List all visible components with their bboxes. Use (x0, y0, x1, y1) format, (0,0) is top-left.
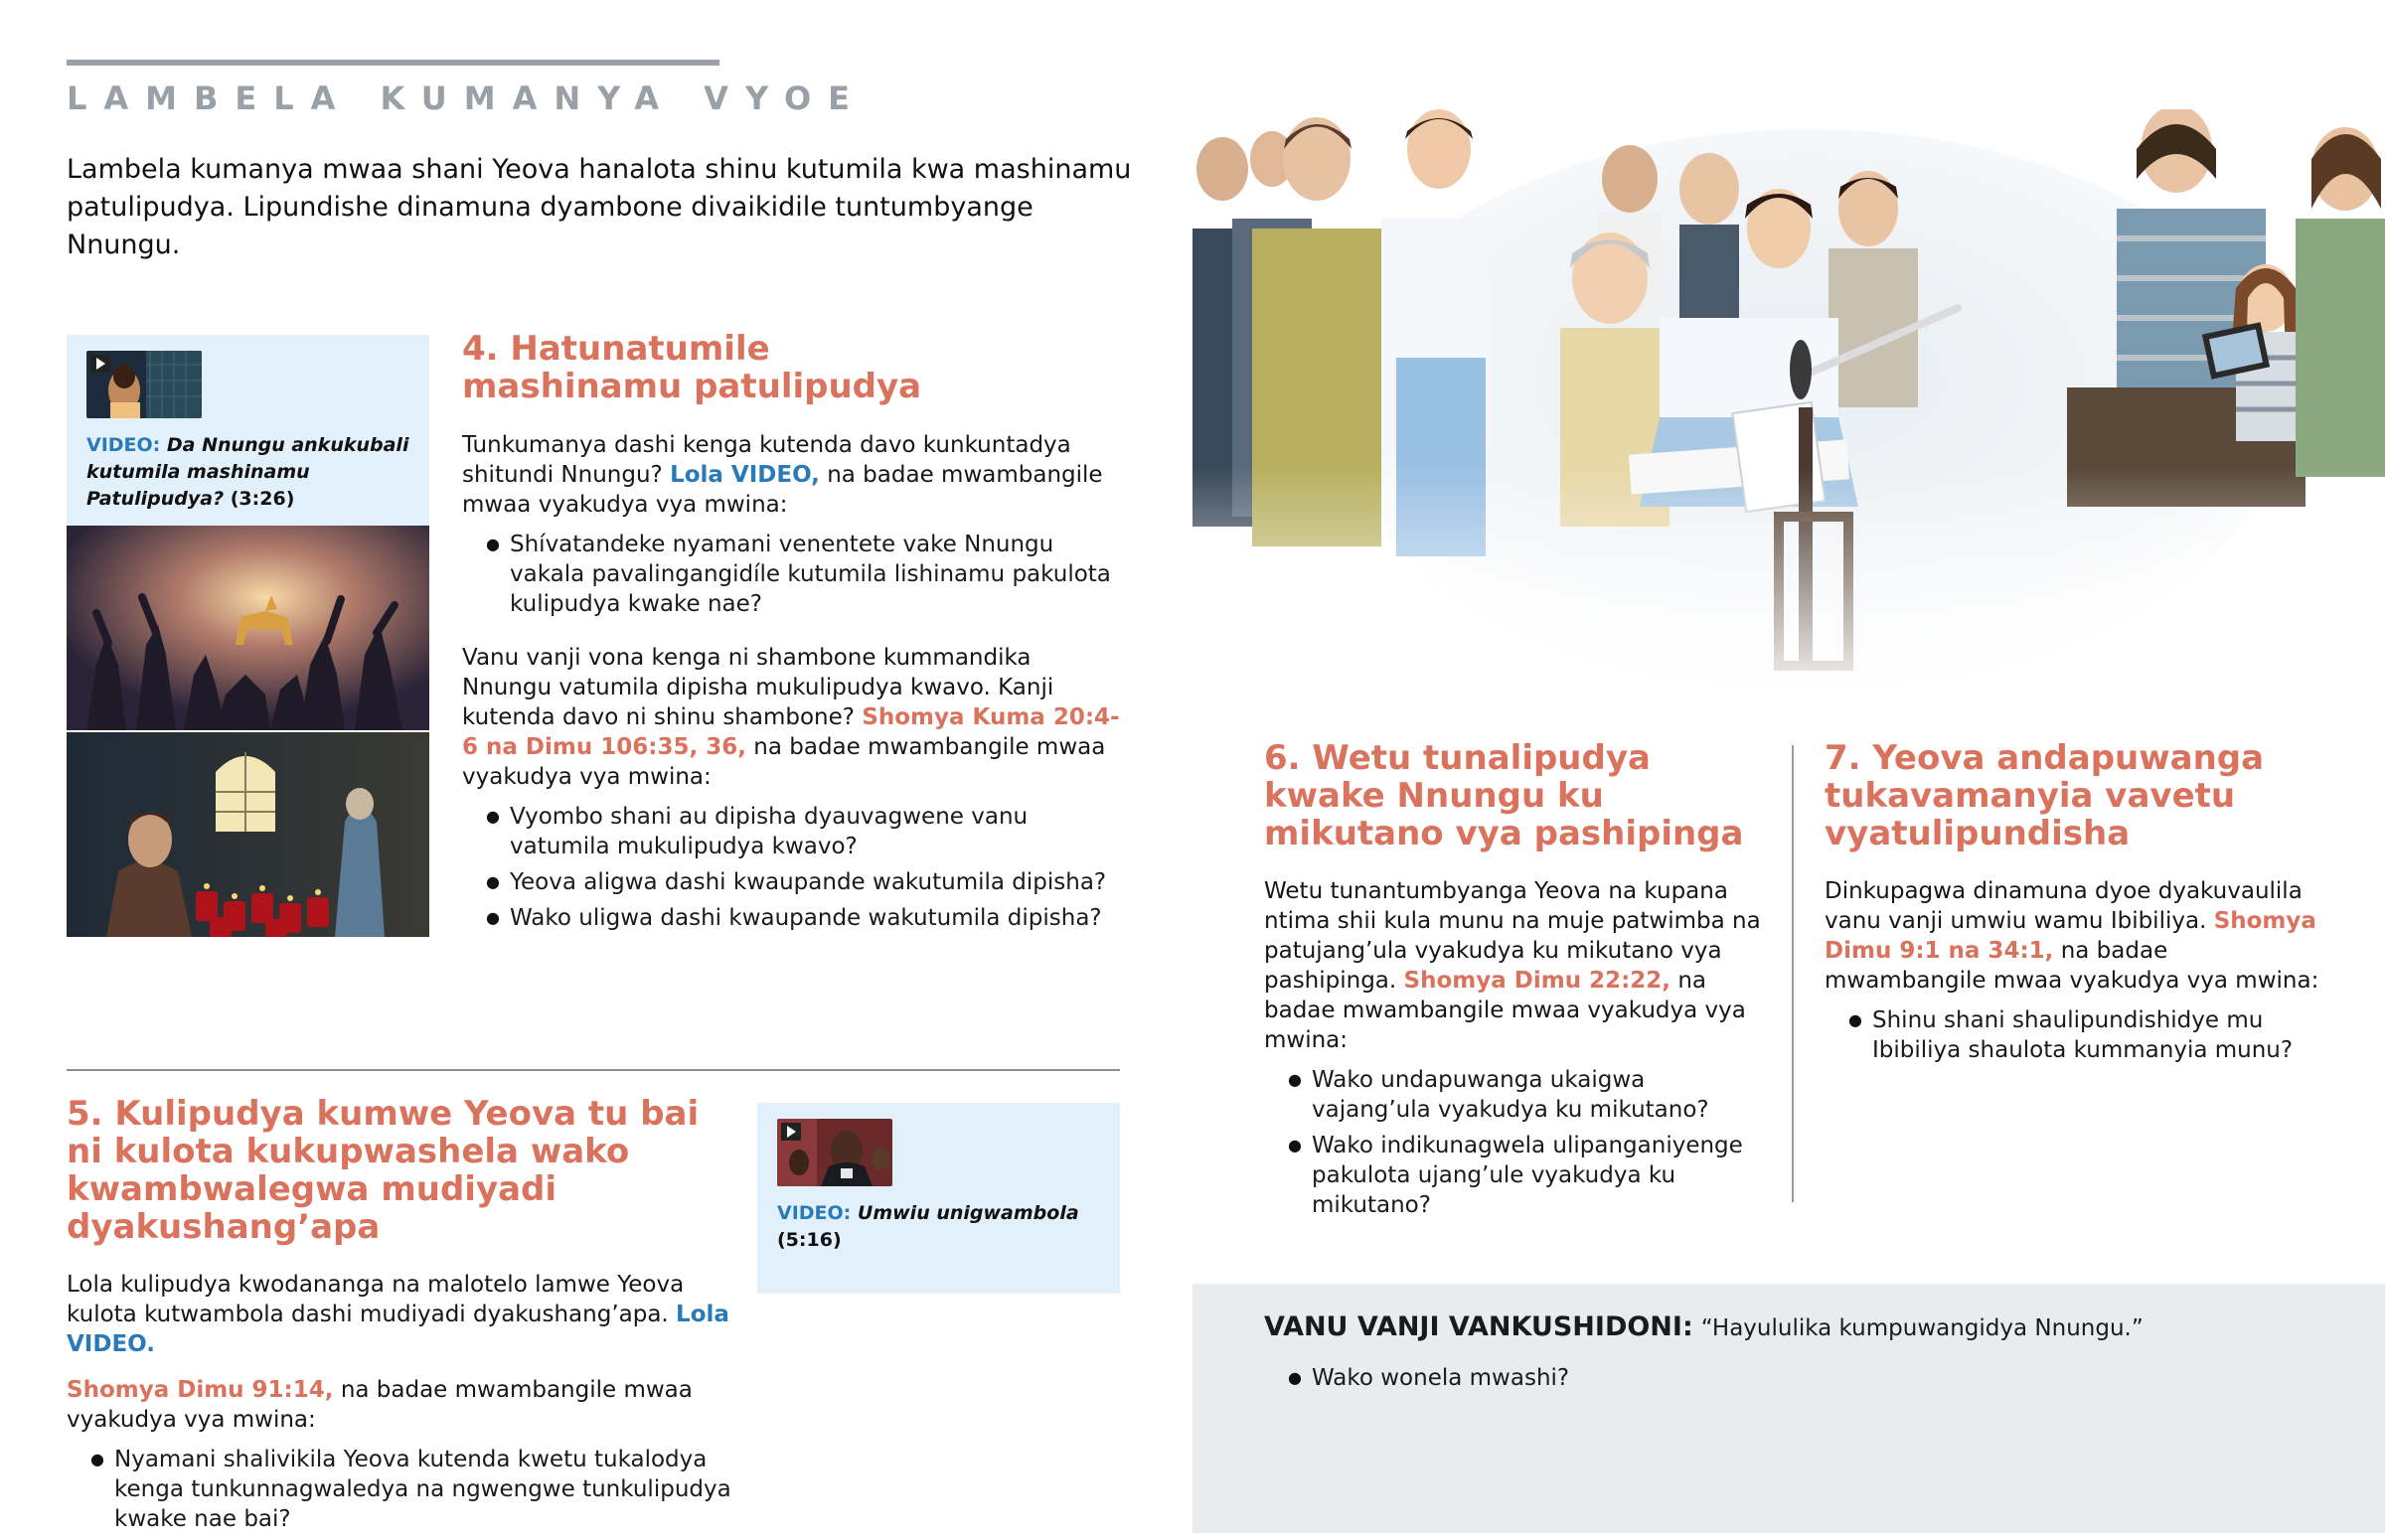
section-4-paragraph-1 (462, 430, 1123, 520)
video-thumbnail[interactable] (86, 351, 202, 418)
scripture-reference[interactable]: Shomya Dimu 22:22, (1403, 968, 1671, 994)
section-7-paragraph (1825, 876, 2321, 996)
video-label: VIDEO: (777, 1202, 852, 1224)
play-icon[interactable] (90, 355, 110, 373)
question-item: ● Wako uligwa dashi kwaupande wakutumila dipisha? (462, 903, 1123, 933)
idol-worship-illustration (67, 526, 429, 730)
column-divider (1792, 745, 1794, 1202)
section-5-paragraph-2 (67, 1375, 732, 1435)
section-4-questions-2 (462, 802, 1123, 933)
paragraph-text: Tunkumanya dashi kenga kutenda davo kunkuntadya shitundi Nnungu? (462, 432, 1071, 488)
objection-label: VANU VANJI VANKUSHIDONI: (1264, 1311, 1693, 1342)
paragraph-text: na badae mwambangile mwaa vyakudya vya mwina: (462, 734, 1106, 790)
header-rule (67, 60, 719, 66)
question-item: ● Wako wonela mwashi? (1264, 1363, 2258, 1393)
question-item: ● Vyombo shani au dipisha dyauvagwene vanu vatumila mukulipudya kwavo? (462, 802, 1123, 861)
objection-questions (1264, 1363, 2258, 1399)
section-6-paragraph (1264, 876, 1761, 1055)
paragraph-text: na badae mwambangile mwaa vyakudya vya mwina: (1264, 968, 1746, 1053)
section-5 (67, 1095, 732, 1540)
paragraph-text: Dinkupagwa dinamuna dyoe dyakuvaulila vanu vanji umwiu wamu Ibibiliya. (1825, 878, 2303, 934)
paragraph-text: Wetu tunantumbyanga Yeova na kupana ntima shii kula munu na muje patwimba na patujang’ula vyakudya ku mikutano vya pashipinga. (1264, 878, 1761, 994)
question-item: ● Wako indikunagwela ulipanganiyenge pakulota ujang’ule vyakudya ku mikutano? (1264, 1131, 1761, 1220)
play-icon[interactable] (781, 1123, 801, 1141)
section-6 (1264, 739, 1761, 1226)
section-5-paragraph-1 (67, 1270, 732, 1359)
intro-paragraph: Lambela kumanya mwaa shani Yeova hanalota shinu kutumila kwa mashinamu patulipudya. Lipundishe dinamuna dyambone divaikidile tuntumbyange Nnungu. (67, 154, 1132, 260)
section-6-title: 6. Wetu tunalipudya kwake Nnungu ku mikutano vya pashipinga (1264, 738, 1744, 853)
paragraph-text: Lola kulipudya kwodananga na malotelo lamwe Yeova kulota kutwambola dashi mudiyadi dyakushang’apa. (67, 1272, 685, 1327)
video-link[interactable]: Lola VIDEO, (670, 462, 820, 488)
question-item: ● Shívatandeke nyamani venentete vake Nnungu vakala pavalingangidíle kutumila lishinamu pakulota kulipudya kwake nae? (462, 530, 1123, 619)
objection-quote: “Hayululika kumpuwangidya Nnungu.” (1700, 1315, 2144, 1341)
scripture-reference[interactable]: Shomya Dimu 91:14, (67, 1377, 334, 1403)
video-label: VIDEO: (86, 434, 161, 456)
objection-line (1264, 1311, 2337, 1344)
paragraph-text: na badae mwambangile mwaa vyakudya vya mwina: (67, 1377, 693, 1433)
section-4 (462, 330, 1123, 939)
section-4-paragraph-2 (462, 643, 1123, 792)
section-7-questions (1825, 1005, 2321, 1065)
section-5-title: 5. Kulipudya kumwe Yeova tu bai ni kulota kukupwashela wako kwambwalegwa mudiyadi dyakushang’apa (67, 1094, 700, 1247)
section-7-title: 7. Yeova andapuwanga tukavamanyia vavetu vyatulipundisha (1825, 738, 2265, 853)
question-item: ● Shinu shani shaulipundishidye mu Ibibiliya shaulota kummanyia munu? (1825, 1005, 2321, 1065)
question-item: ● Nyamani shalivikila Yeova kutenda kwetu tukalodya kenga tunkunnagwaledya na ngwengwe tunkulipudya kwake nae bai? (67, 1445, 732, 1534)
paragraph-text: na badae mwambangile mwaa vyakudya vya mwina: (462, 462, 1103, 518)
video-duration: (3:26) (230, 488, 295, 510)
section-6-questions (1264, 1065, 1761, 1220)
section-header: LAMBELA KUMANYA VYOE (67, 79, 868, 117)
section-4-questions-1 (462, 530, 1123, 619)
video-link[interactable]: Lola VIDEO. (67, 1302, 729, 1357)
section-divider (67, 1069, 1120, 1071)
paragraph-text: Vanu vanji vona kenga ni shambone kummandika Nnungu vatumila dipisha mukulipudya kwavo. Kanji kutenda davo ni shinu shambone? (462, 645, 1054, 730)
video-title[interactable]: Da Nnungu ankukubali kutumila mashinamu Patulipudya? (86, 434, 409, 510)
candle-prayer-illustration (67, 732, 429, 937)
scripture-reference[interactable]: Shomya Kuma 20:4-6 na Dimu 106:35, 36, (462, 704, 1120, 760)
question-item: ● Wako undapuwanga ukaigwa vajang’ula vyakudya ku mikutano? (1264, 1065, 1761, 1125)
video-card-1[interactable] (67, 335, 429, 526)
video-thumbnail[interactable] (777, 1119, 892, 1186)
video-title[interactable]: Umwiu unigwambola (857, 1202, 1079, 1224)
section-5-questions (67, 1445, 732, 1534)
scripture-reference[interactable]: Shomya Dimu 9:1 na 34:1, (1825, 908, 2316, 964)
objection-box (1192, 1284, 2385, 1533)
section-7 (1825, 739, 2321, 1071)
question-item: ● Yeova aligwa dashi kwaupande wakutumila dipisha? (462, 867, 1123, 897)
video-duration: (5:16) (777, 1229, 842, 1251)
congregation-meeting-illustration (1192, 109, 2385, 705)
paragraph-text: na badae mwambangile mwaa vyakudya vya mwina: (1825, 938, 2319, 994)
section-4-title: 4. Hatunatumile mashinamu patulipudya (462, 329, 922, 406)
video-card-2[interactable] (757, 1103, 1120, 1294)
